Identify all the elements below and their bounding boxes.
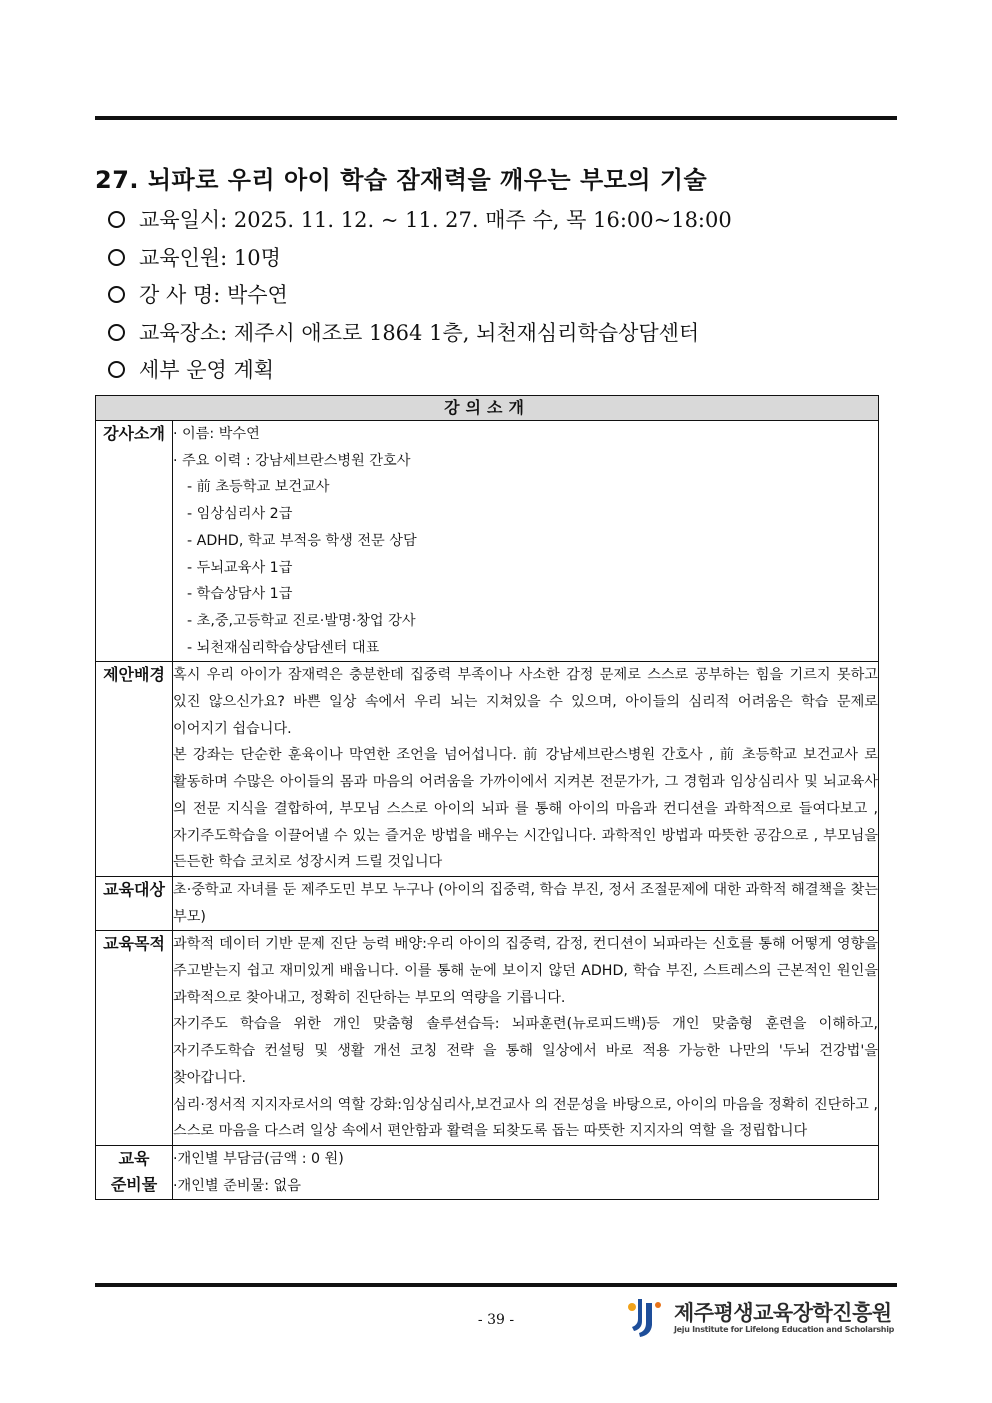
instructor-line: - 두뇌교육사 1급 <box>187 559 293 576</box>
background-paragraph: 혹시 우리 아이가 잠재력은 충분한데 집중력 부족이나 사소한 감정 문제로 스스로 공부하는 힘을 기르지 못하고 있진 않으신가요? 바쁜 일상 속에서 우리 뇌는 지쳐있을 수 있으며, 아이들의 심리적 어려움은 학습 문제로 이어지기 쉽습니다. <box>173 667 878 737</box>
background-content <box>173 662 879 877</box>
bottom-rule <box>95 1283 897 1287</box>
circle-bullet-icon <box>108 211 125 228</box>
row-instructor <box>96 421 879 662</box>
label-materials <box>96 1145 173 1199</box>
instructor-line: · 이름: 박수연 <box>173 426 260 442</box>
background-paragraph: 본 강좌는 단순한 훈육이나 막연한 조언을 넘어섭니다. 前 강남세브란스병원 간호사 , 前 초등학교 보건교사 로 활동하며 수많은 아이들의 몸과 마음의 어려움을 가까이에서 지켜본 전문가가, 그 경험과 임상심리사 및 뇌교육사 의 전문 지식을 결합하여, 부모님 스스로 아이의 뇌파 를 통해 아이의 마음과 컨디션을 과학적으로 들여다보고 , 자기주도학습을 이끌어낼 수 있는 즐거운 방법을 배우는 시간입니다. 과학적인 방법과 따뜻한 공감으로 , 부모님을 든든한 학습 코치로 성장시켜 드릴 것입니다 <box>173 747 878 871</box>
instructor-line: - 뇌천재심리학습상담센터 대표 <box>187 639 380 656</box>
goals-paragraph: 과학적 데이터 기반 문제 진단 능력 배양:우리 아이의 집중력, 감정, 컨디션이 뇌파라는 신호를 통해 어떻게 영향을 주고받는지 쉽고 재미있게 배웁니다. 이를 통해 눈에 보이지 않던 ADHD, 학습 부진, 스트레스의 근본적인 원인을 과학적으로 찾아내고, 정확히 진단하는 부모의 역량을 기릅니다. <box>173 936 878 1006</box>
materials-content <box>173 1145 879 1199</box>
instructor-line: - 前 초등학교 보건교사 <box>187 479 330 496</box>
instructor-line: - 초,중,고등학교 진로·발명·창업 강사 <box>187 612 416 629</box>
logo-english-name: Jeju Institute for Lifelong Education and Scholarship <box>674 1325 895 1334</box>
target-content <box>173 876 879 930</box>
instructor-content <box>173 421 879 662</box>
institute-emblem-icon <box>624 1295 668 1339</box>
circle-bullet-icon <box>108 249 125 266</box>
course-info-list <box>108 202 732 390</box>
row-materials <box>96 1145 879 1199</box>
institute-logo <box>624 1295 894 1339</box>
circle-bullet-icon <box>108 286 125 303</box>
logo-korean-name: 제주평생교육장학진흥원 <box>674 1301 892 1325</box>
instructor-line: - 학습상담사 1급 <box>187 586 293 603</box>
instructor-line: · 주요 이력 : 강남세브란스병원 간호사 <box>173 452 411 469</box>
info-item-instructor: 강 사 명: 박수연 <box>108 277 732 315</box>
instructor-line: - 임상심리사 2급 <box>187 506 293 523</box>
target-paragraph: 초·중학교 자녀를 둔 제주도민 부모 누구나 (아이의 집중력, 학습 부진, 정서 조절문제에 대한 과학적 해결책을 찾는 부모) <box>173 881 878 925</box>
materials-line: ·개인별 준비물: 없음 <box>173 1177 301 1194</box>
table-header: 강의소개 <box>96 396 879 421</box>
goals-paragraph: 자기주도 학습을 위한 개인 맞춤형 솔루션습득: 뇌파훈련(뉴로피드백)등 개인 맞춤형 훈련을 이해하고, 자기주도학습 컨설팅 및 생활 개선 코칭 전략 을 통해 일상에서 바로 적용 가능한 나만의 '두뇌 건강법'을 찾아갑니다. <box>173 1016 878 1086</box>
section-title: 27. 뇌파로 우리 아이 학습 잠재력을 깨우는 부모의 기술 <box>95 166 708 194</box>
materials-line: ·개인별 부담금(금액 : 0 원) <box>173 1150 344 1167</box>
info-item-capacity: 교육인원: 10명 <box>108 240 732 278</box>
circle-bullet-icon <box>108 324 125 341</box>
circle-bullet-icon <box>108 361 125 378</box>
label-instructor: 강사소개 <box>96 421 173 662</box>
instructor-line: - ADHD, 학교 부적응 학생 전문 상담 <box>187 532 417 549</box>
row-target <box>96 876 879 930</box>
row-background <box>96 662 879 877</box>
info-item-plan: 세부 운영 계획 <box>108 352 732 390</box>
goals-content <box>173 931 879 1146</box>
label-goals: 교육목적 <box>96 931 173 1146</box>
info-item-location: 교육장소: 제주시 애조로 1864 1층, 뇌천재심리학습상담센터 <box>108 315 732 353</box>
info-item-date: 교육일시: 2025. 11. 12. ~ 11. 27. 매주 수, 목 16:00~18:00 <box>108 202 732 240</box>
label-target: 교육대상 <box>96 876 173 930</box>
page-number: - 39 - <box>477 1312 515 1328</box>
top-rule <box>95 116 897 120</box>
lecture-table <box>95 395 879 1200</box>
row-goals <box>96 931 879 1146</box>
label-materials-line2: 준비물 <box>110 1174 158 1194</box>
goals-paragraph: 심리·정서적 지지자로서의 역할 강화:임상심리사,보건교사 의 전문성을 바탕으로, 아이의 마음을 정확히 진단하고 , 스스로 마음을 다스려 일상 속에서 편안함과 활력을 되찾도록 돕는 따뜻한 지지자의 역할 을 정립합니다 <box>173 1096 878 1140</box>
label-background: 제안배경 <box>96 662 173 877</box>
label-materials-line1: 교육 <box>118 1148 150 1168</box>
